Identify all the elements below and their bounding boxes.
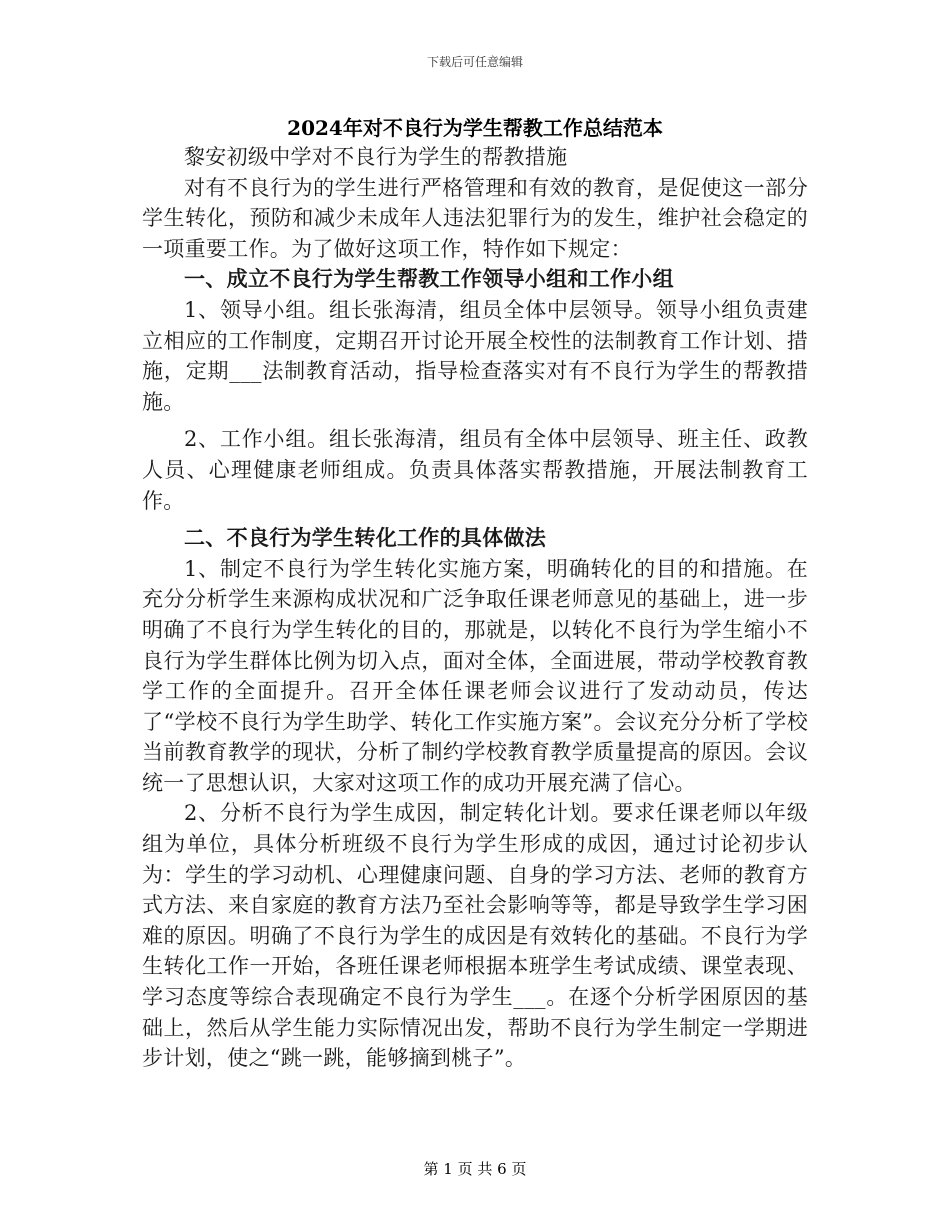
- paragraph-introduction: 对有不良行为的学生进行严格管理和有效的教育，是促使这一部分学生转化，预防和减少未成年人违法犯罪行为的发生，维护社会稳定的一项重要工作。为了做好这项工作，特作如下规定：: [142, 175, 808, 261]
- document-title: 2024年对不良行为学生帮教工作总结范本: [287, 116, 663, 140]
- page-number: 第 1 页 共 6 页: [423, 1160, 527, 1178]
- document-body: [142, 142, 808, 1074]
- page-header-note: 下载后可任意编辑: [426, 55, 523, 69]
- paragraph-leadership-group: 1、领导小组。组长张海清，组员全体中层领导。领导小组负责建立相应的工作制度，定期召开讨论开展全校性的法制教育工作计划、措施，定期___法制教育活动，指导检查落实对有不良行为学生的帮教措施。: [142, 297, 808, 414]
- paragraph-cause-analysis: 2、分析不良行为学生成因，制定转化计划。要求任课老师以年级组为单位，具体分析班级不良行为学生形成的成因，通过讨论初步认为：学生的学习动机、心理健康问题、自身的学习方法、老师的教育方式方法、来自家庭的教育方法乃至社会影响等等，都是导致学生学习困难的原因。明确了不良行为学生的成因是有效转化的基础。不良行为学生转化工作一开始，各班任课老师根据本班学生考试成绩、课堂表现、学习态度等综合表现确定不良行为学生___。在逐个分析学困原因的基础上，然后从学生能力实际情况出发，帮助不良行为学生制定一学期进步计划，使之“跳一跳，能够摘到桃子”。: [142, 801, 808, 1071]
- paragraph-working-group: 2、工作小组。组长张海清，组员有全体中层领导、班主任、政教人员、心理健康老师组成。负责具体落实帮教措施，开展法制教育工作。: [142, 427, 808, 513]
- section-heading-2: 二、不良行为学生转化工作的具体做法: [184, 525, 547, 551]
- paragraph-transformation-plan: 1、制定不良行为学生转化实施方案，明确转化的目的和措施。在充分分析学生来源构成状况和广泛争取任课老师意见的基础上，进一步明确了不良行为学生转化的目的，那就是，以转化不良行为学生缩小不良行为学生群体比例为切入点，面对全体，全面进展，带动学校教育教学工作的全面提升。召开全体任课老师会议进行了发动动员，传达了“学校不良行为学生助学、转化工作实施方案”。会议充分分析了学校当前教育教学的现状，分析了制约学校教育教学质量提高的原因。会议统一了思想认识，大家对这项工作的成功开展充满了信心。: [142, 556, 808, 795]
- paragraph-school-measures: 黎安初级中学对不良行为学生的帮教措施: [184, 145, 568, 169]
- section-heading-1: 一、成立不良行为学生帮教工作领导小组和工作小组: [184, 266, 674, 292]
